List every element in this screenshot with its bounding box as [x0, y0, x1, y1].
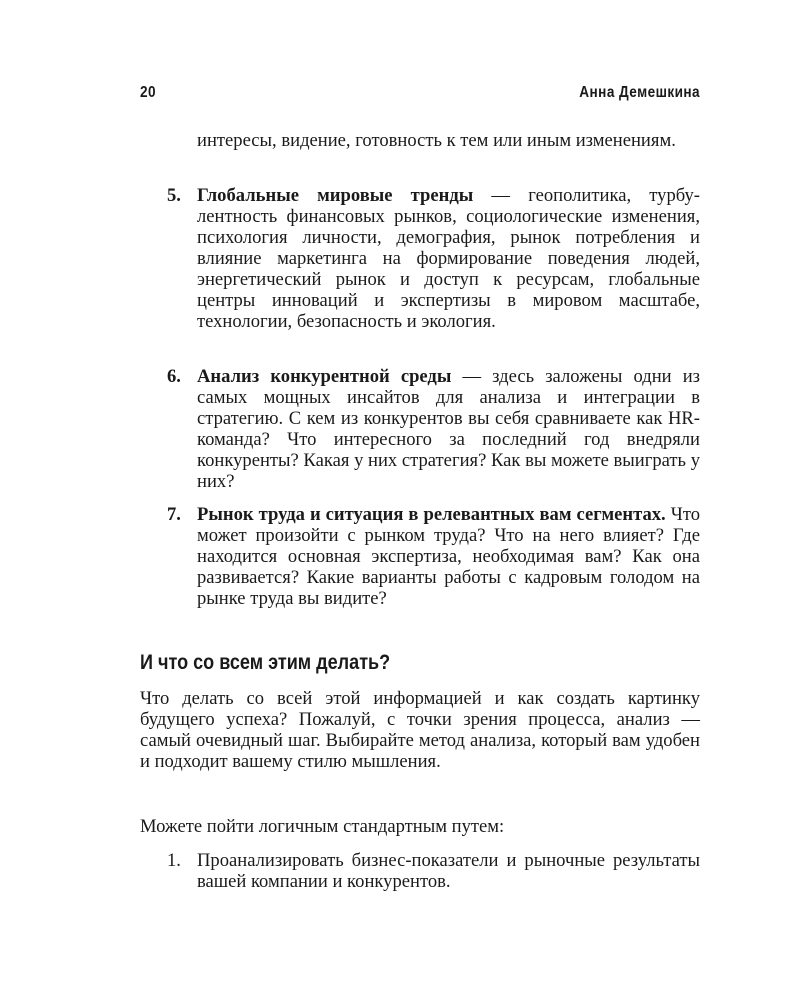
list-item-title: Глобальные мировые тренды [197, 185, 474, 206]
continuation-text: интересы, видение, готовность к тем или иным изменениям. [197, 130, 676, 151]
running-head [140, 84, 700, 106]
list-item-text: Что может произойти с рынком труда? Что на него влияет? Где находится основная экспертиза, необходимая вам? Как она развивается? Какие варианты работы с кадровым голодом на рынке труда вы видите? [197, 504, 700, 609]
section-paragraph-1: Что делать со всей этой информацией и как создать картинку будущего успеха? Пожалуй, с точки зрения процесса, анализ — самый очевидный шаг. Выбирайте метод анализа, который вам удобен и подходит вашему стилю мышления. [140, 688, 700, 772]
list-item-title: Рынок труда и ситуация в релевантных вам сегментах. [197, 504, 666, 525]
list-number: 5. [167, 185, 181, 206]
section-paragraph-2: Можете пойти логичным стандартным путем: [140, 816, 505, 837]
list-item-body [197, 366, 700, 492]
list-item-6 [140, 366, 700, 492]
list-item-body [197, 504, 700, 609]
list-item-7 [140, 504, 700, 609]
section-heading: И что со всем этим делать? [140, 651, 391, 674]
list-number: 1. [167, 850, 181, 871]
page-number: 20 [140, 84, 156, 101]
author-name: Анна Демешкина [579, 84, 700, 101]
list-item-text: — геополитика, турбулентность финансовых рынков, социологические изменения, психология личности, демография, рынок потребления и влияние маркетинга на формирование поведения людей, энергетический рынок и доступ к ресурсам, глобальные центры инноваций и экспертизы в мировом масштабе, технологии, безопасность и экология. [197, 185, 700, 332]
list-item-text: — здесь заложены одни из самых мощных инсайтов для анализа и интеграции в стратегию. С кем из конкурентов вы себя сравниваете как HR-команда? Что интересного за последний год внедряли конкуренты? Какая у них стратегия? Как вы можете выиграть у них? [197, 366, 701, 492]
list-item-1 [140, 850, 700, 892]
list-item-5 [140, 185, 700, 332]
list-item-body [197, 185, 700, 332]
list-number: 7. [167, 504, 181, 525]
list-number: 6. [167, 366, 181, 387]
list-item-title: Анализ конкурентной среды [197, 366, 452, 387]
list-item-text: Проанализировать бизнес-показатели и рыночные результаты вашей компании и конкурентов. [197, 850, 700, 892]
